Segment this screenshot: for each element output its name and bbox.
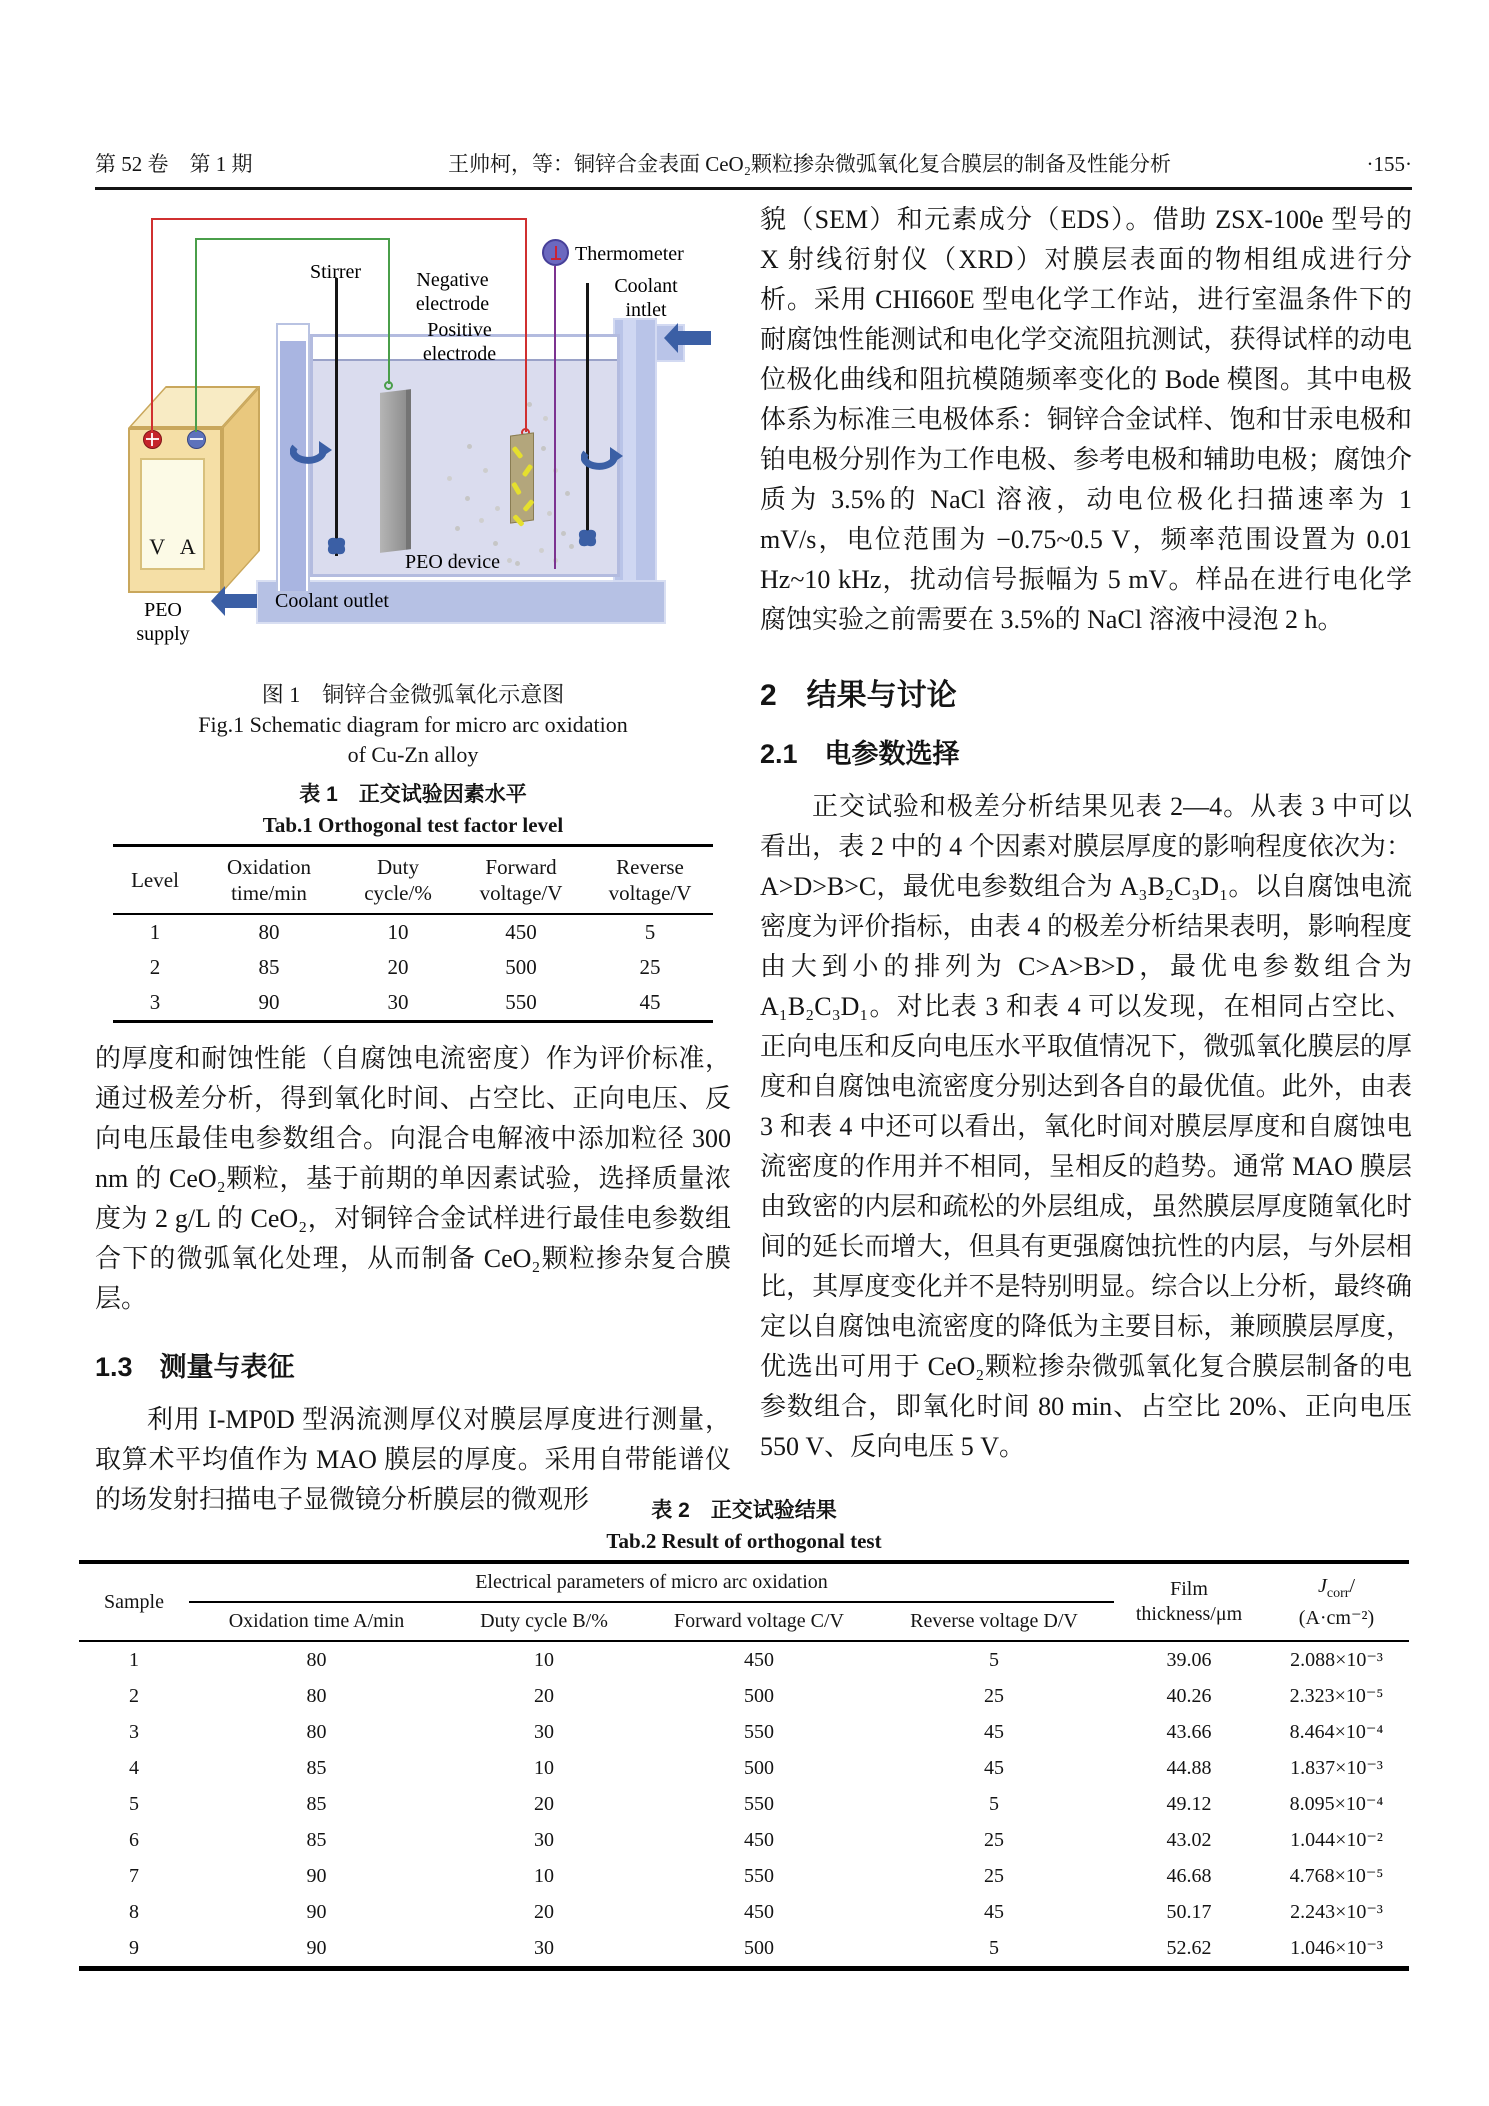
table1-col-forward: Forward voltage/V (455, 846, 587, 915)
volume-issue: 第 52 卷 第 1 期 (95, 152, 253, 176)
journal-header (95, 148, 1412, 178)
table2-header-row1 (79, 1562, 1409, 1602)
heading-2-1: 2.1 电参数选择 (760, 739, 960, 769)
table1-header-row (113, 846, 713, 915)
thermometer-icon (542, 239, 569, 266)
table2-col-jcorr: $J_{corr}/$ (A·cm⁻²) (1264, 1562, 1409, 1641)
negative-electrode-plate (380, 389, 411, 553)
negative-electrode-label: Negative electrode (415, 269, 490, 315)
right-paragraph-2: 正交试验和极差分析结果见表 2—4。从表 3 中可以看出，表 2 中的 4 个因素对膜层厚度的影响程度依次为：A>D>B>C，最优电参数组合为 A₃B₂C₃D₁。以自腐蚀电流密度为评价指标，由表 4 的极差分析结果表明，影响程度由大到小的排列为 C>A>B>D，最优电参数组合为 A₁B₂C₃D₁。对比表 3 和表 4 可以发现，在相同占空比、正向电压和反向电压水平取值情况下，微弧氧化膜层的厚度和自腐蚀电流密度分别达到各自的最优值。此外，由表 3 和表 4 中还可以看出，氧化时间对膜层厚度和自腐蚀电流密度的作用并不相同，呈相反的趋势。通常 MAO 膜层由致密的内层和疏松的外层组成，虽然膜层厚度随氧化时间的延长而增大，但具有更强腐蚀抗性的内层，与外层相比，其厚度变化并不是特别明显。综合以上分析，最终确定以自腐蚀电流密度的降低为主要目标，兼顾膜层厚度，优选出可用于 CeO₂颗粒掺杂微弧氧化复合膜层制备的电参数组合，即氧化时间 80 min、占空比 20%、正向电压 550 V、反向电压 5 V。 (760, 792, 1412, 1461)
bubbles (95, 206, 100, 211)
page-number: ·155· (1366, 152, 1412, 176)
table-row: 9 90 30 500 5 52.62 1.046×10⁻³ (129, 1937, 1383, 1959)
running-title: 王帅柯，等：铜锌合金表面 CeO₂颗粒掺杂微弧氧化复合膜层的制备及性能分析 (447, 152, 1172, 176)
table1-col-oxidation: Oxidation time/min (197, 846, 341, 915)
negative-wire-connector (384, 381, 393, 390)
table2-subcol-reverse: Reverse voltage D/V (874, 1602, 1114, 1641)
table2-title-en: Tab.2 Result of orthogonal test (606, 1529, 882, 1553)
positive-terminal-icon (143, 430, 162, 449)
coolant-water (280, 341, 306, 591)
table2-title-zh: 表 2 正交试验结果 (651, 1499, 837, 1522)
stirrer-rod-left (335, 278, 338, 556)
coolant-inlet-label: Coolant intlet (614, 275, 678, 321)
table1-col-level: Level (113, 846, 197, 915)
heading-1-3: 1.3 测量与表征 (95, 1352, 295, 1382)
figure-caption-en: Fig.1 Schematic diagram for micro arc oxidation (198, 712, 628, 737)
positive-electrode-label: Positive electrode (422, 319, 497, 365)
table-row: 7 90 10 550 25 46.68 4.768×10⁻⁵ (129, 1865, 1384, 1887)
figure-1-schematic (95, 206, 715, 676)
table-row: 1 80 10 450 5 (149, 920, 656, 944)
header-rule (95, 187, 1412, 190)
table1-title-zh: 表 1 正交试验因素水平 (299, 783, 527, 806)
table-row: 2 80 20 500 25 40.26 2.323×10⁻⁵ (129, 1685, 1384, 1707)
table2-group-header: Electrical parameters of micro arc oxidation (189, 1562, 1114, 1602)
stirrer-rod-right (586, 283, 589, 538)
right-paragraph-1: 貌（SEM）和元素成分（EDS）。借助 ZSX-100e 型号的 X 射线衍射仪（XRD）对膜层表面的物相组成进行分析。采用 CHI660E 型电化学工作站，进行室温条件下的耐腐蚀性能测试和电化学交流阻抗测试，获得试样的动电位极化曲线和阻抗模随频率变化的 Bode 模图。其中电极体系为标准三电极体系：铜锌合金试样、饱和甘汞电极和铂电极分别作为工作电极、参考电极和辅助电极；腐蚀介质为 3.5%的 NaCl 溶液，动电位极化扫描速率为 1 mV/s，电位范围为 −0.75~0.5 V，频率范围设置为 0.01 Hz~10 kHz，扰动信号振幅为 5 mV。样品在进行电化学腐蚀实验之前需要在 3.5%的 NaCl 溶液中浸泡 2 h。 (760, 205, 1412, 634)
table2-subcol-oxidation: Oxidation time A/min (189, 1602, 444, 1641)
amp-label: A (179, 534, 196, 559)
coolant-outlet-label: Coolant outlet (275, 590, 389, 612)
left-paragraph-1: 的厚度和耐蚀性能（自腐蚀电流密度）作为评价标准，通过极差分析，得到氧化时间、占空比、正向电压、反向电压最佳电参数组合。向混合电解液中添加粒径 300 nm 的 CeO₂颗粒，基于前期的单因素试验，选择质量浓度为 2 g/L 的 CeO₂，对铜锌合金试样进行最佳电参数组合下的微弧氧化处理，从而制备 CeO₂颗粒掺杂复合膜层。 (95, 1044, 731, 1313)
table-row: 3 90 30 550 45 (149, 990, 661, 1014)
table2-body (79, 1641, 1409, 1969)
left-paragraph-2: 利用 I-MP0D 型涡流测厚仪对膜层厚度进行测量，取算术平均值作为 MAO 膜层的厚度。采用自带能谱仪的场发射扫描电子显微镜分析膜层的微观形 (95, 1405, 731, 1514)
table2-subcol-duty: Duty cycle B/% (444, 1602, 644, 1641)
table-1 (113, 844, 713, 1023)
table-row: 3 80 30 550 45 43.66 8.464×10⁻⁴ (129, 1721, 1384, 1743)
thermometer-label: Thermometer (575, 243, 684, 265)
table1-title-en: Tab.1 Orthogonal test factor level (262, 813, 564, 837)
rotation-arrow-icon (290, 438, 332, 466)
table1-col-reverse: Reverse voltage/V (587, 846, 713, 915)
rotation-arrow-icon (581, 444, 623, 472)
figure-caption-en2: of Cu-Zn alloy (347, 742, 479, 767)
thermometer-stem (554, 266, 556, 569)
voltmeter-ammeter-display (140, 458, 205, 570)
table-row: 5 85 20 550 5 49.12 8.095×10⁻⁴ (129, 1793, 1384, 1815)
table1-col-duty: Duty cycle/% (341, 846, 455, 915)
figure-1-caption (95, 680, 731, 770)
negative-terminal-icon (187, 430, 206, 449)
heading-2: 2 结果与讨论 (760, 679, 957, 712)
table-2 (79, 1560, 1409, 1971)
table-row: 2 85 20 500 25 (149, 955, 661, 979)
table-2-section (79, 1496, 1409, 1971)
electrolyte (313, 359, 617, 574)
volt-label: V (149, 534, 166, 559)
propeller-icon (322, 536, 352, 556)
propeller-icon (573, 528, 603, 548)
figure-caption-zh: 图 1 铜锌合金微弧氧化示意图 (261, 682, 565, 707)
table2-col-sample: Sample (79, 1562, 189, 1641)
table2-subcol-forward: Forward voltage C/V (644, 1602, 874, 1641)
table1-body (113, 914, 713, 1022)
table-row: 4 85 10 500 45 44.88 1.837×10⁻³ (129, 1757, 1383, 1779)
positive-wire (151, 218, 153, 432)
right-column (760, 200, 1412, 1467)
table-row: 6 85 30 450 25 43.02 1.044×10⁻² (129, 1829, 1383, 1851)
coolant-inlet-arrow-icon (678, 331, 711, 345)
table2-col-thickness: Film thickness/μm (1114, 1562, 1264, 1641)
coolant-outlet-arrow-icon (225, 594, 257, 608)
table-row: 1 80 10 450 5 39.06 2.088×10⁻³ (129, 1649, 1383, 1671)
peo-supply-label: PEO supply (136, 599, 190, 645)
negative-wire (195, 238, 197, 432)
table-row: 8 90 20 450 45 50.17 2.243×10⁻³ (129, 1901, 1383, 1923)
peo-device-label: PEO device (405, 551, 500, 573)
stirrer-label: Stirrer (310, 261, 362, 283)
left-column (95, 206, 731, 1520)
